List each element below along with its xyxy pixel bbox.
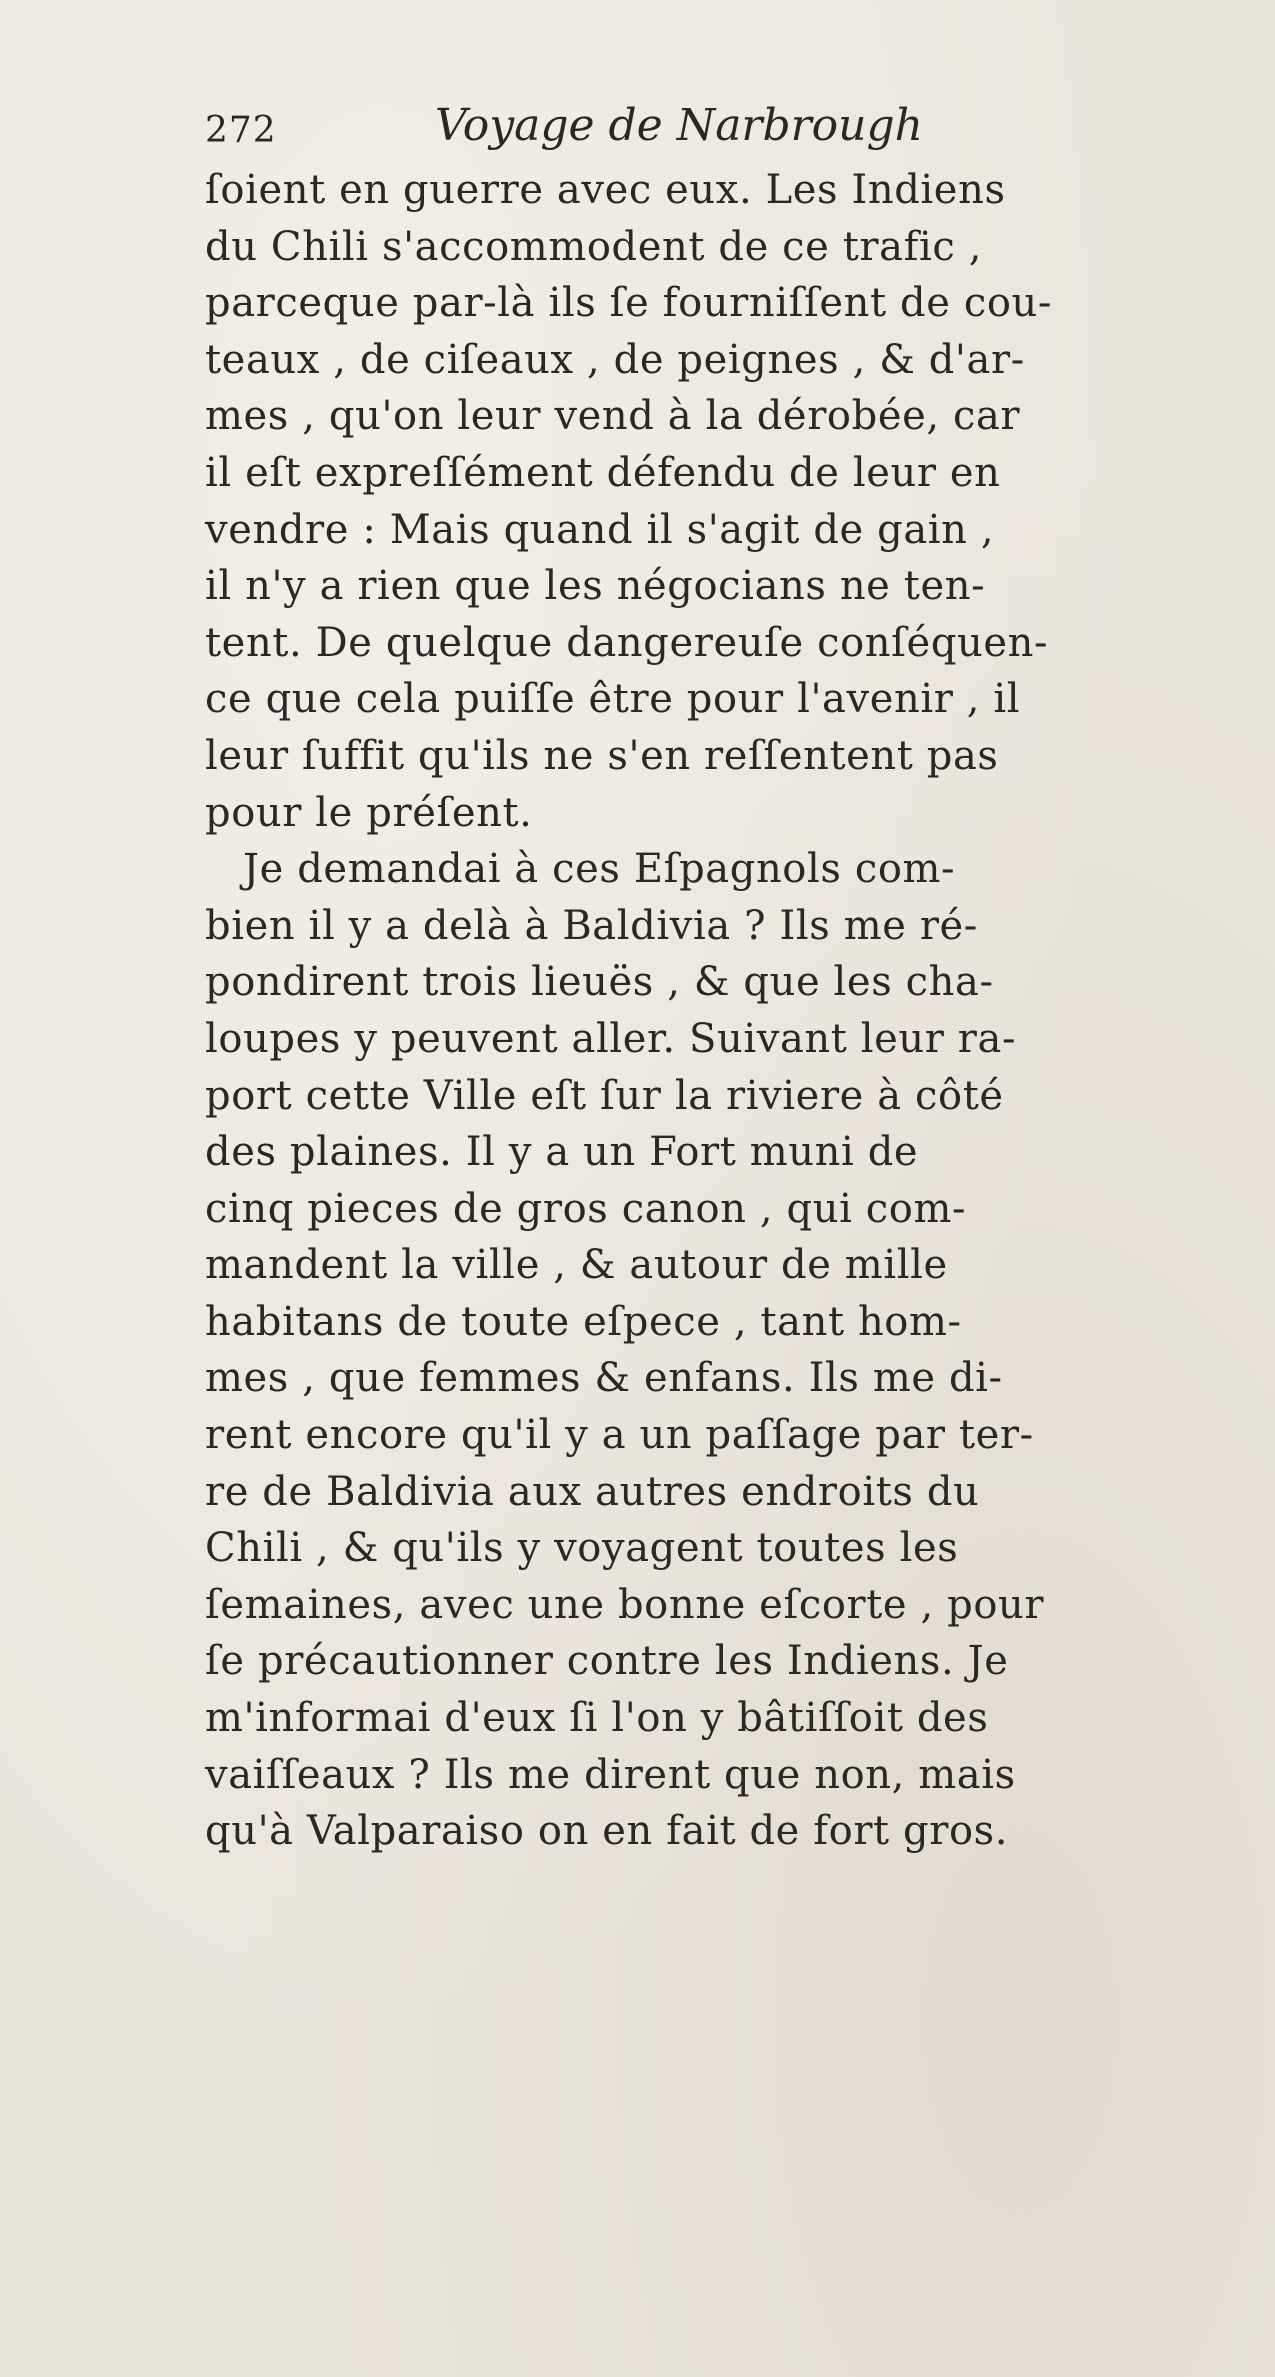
text-line: cinq pieces de gros canon , qui com- [205,1185,967,1232]
page-header [205,100,985,160]
text-line: habitans de toute eſpece , tant hom- [205,1298,962,1345]
running-title: Voyage de Narbrough [435,100,923,151]
text-line: Chili , & qu'ils y voyagent toutes les [205,1525,959,1572]
text-line: m'informai d'eux ſi l'on y bâtiſſoit des [205,1695,989,1742]
text-line: leur ſuffit qu'ils ne s'en reſſentent pas [205,732,999,779]
text-line: ſe précautionner contre les Indiens. Je [205,1638,1009,1685]
text-line: parceque par-là ils ſe fourniſſent de cou- [205,280,1052,327]
body-text [205,162,1205,1860]
text-line: pondirent trois lieuës , & que les cha- [205,959,994,1006]
text-line: mes , qu'on leur vend à la dérobée, car [205,393,1021,440]
text-line: teaux , de ciſeaux , de peignes , & d'ar- [205,336,1025,383]
text-line: il n'y a rien que les négocians ne ten- [205,563,986,610]
text-line: rent encore qu'il y a un paſſage par ter- [205,1412,1034,1459]
text-line: il eſt expreſſément défendu de leur en [205,449,1001,496]
text-line: port cette Ville eſt ſur la riviere à côté [205,1072,1004,1119]
text-line: tent. De quelque dangereuſe conſéquen- [205,619,1049,666]
page-number: 272 [205,110,277,151]
text-line: Je demandai à ces Eſpagnols com- [243,846,956,893]
text-line: ce que cela puiſſe être pour l'avenir , il [205,676,1021,723]
text-line: pour le préſent. [205,789,533,836]
text-line: ſemaines, avec une bonne eſcorte , pour [205,1581,1045,1628]
text-line: du Chili s'accommodent de ce trafic , [205,223,983,270]
text-line: re de Baldivia aux autres endroits du [205,1468,980,1515]
text-line: vendre : Mais quand il s'agit de gain , [205,506,995,553]
text-line: mandent la ville , & autour de mille [205,1242,948,1289]
text-line: mes , que femmes & enfans. Ils me di- [205,1355,1003,1402]
text-line: ſoient en guerre avec eux. Les Indiens [205,167,1006,213]
text-line: des plaines. Il y a un Fort muni de [205,1129,919,1176]
text-line: bien il y a delà à Baldivia ? Ils me ré- [205,902,978,949]
text-line: qu'à Valparaiso on en fait de fort gros. [205,1808,1009,1855]
text-line: loupes y peuvent aller. Suivant leur ra- [205,1015,1017,1062]
text-line: vaiſſeaux ? Ils me dirent que non, mais [205,1751,1016,1798]
